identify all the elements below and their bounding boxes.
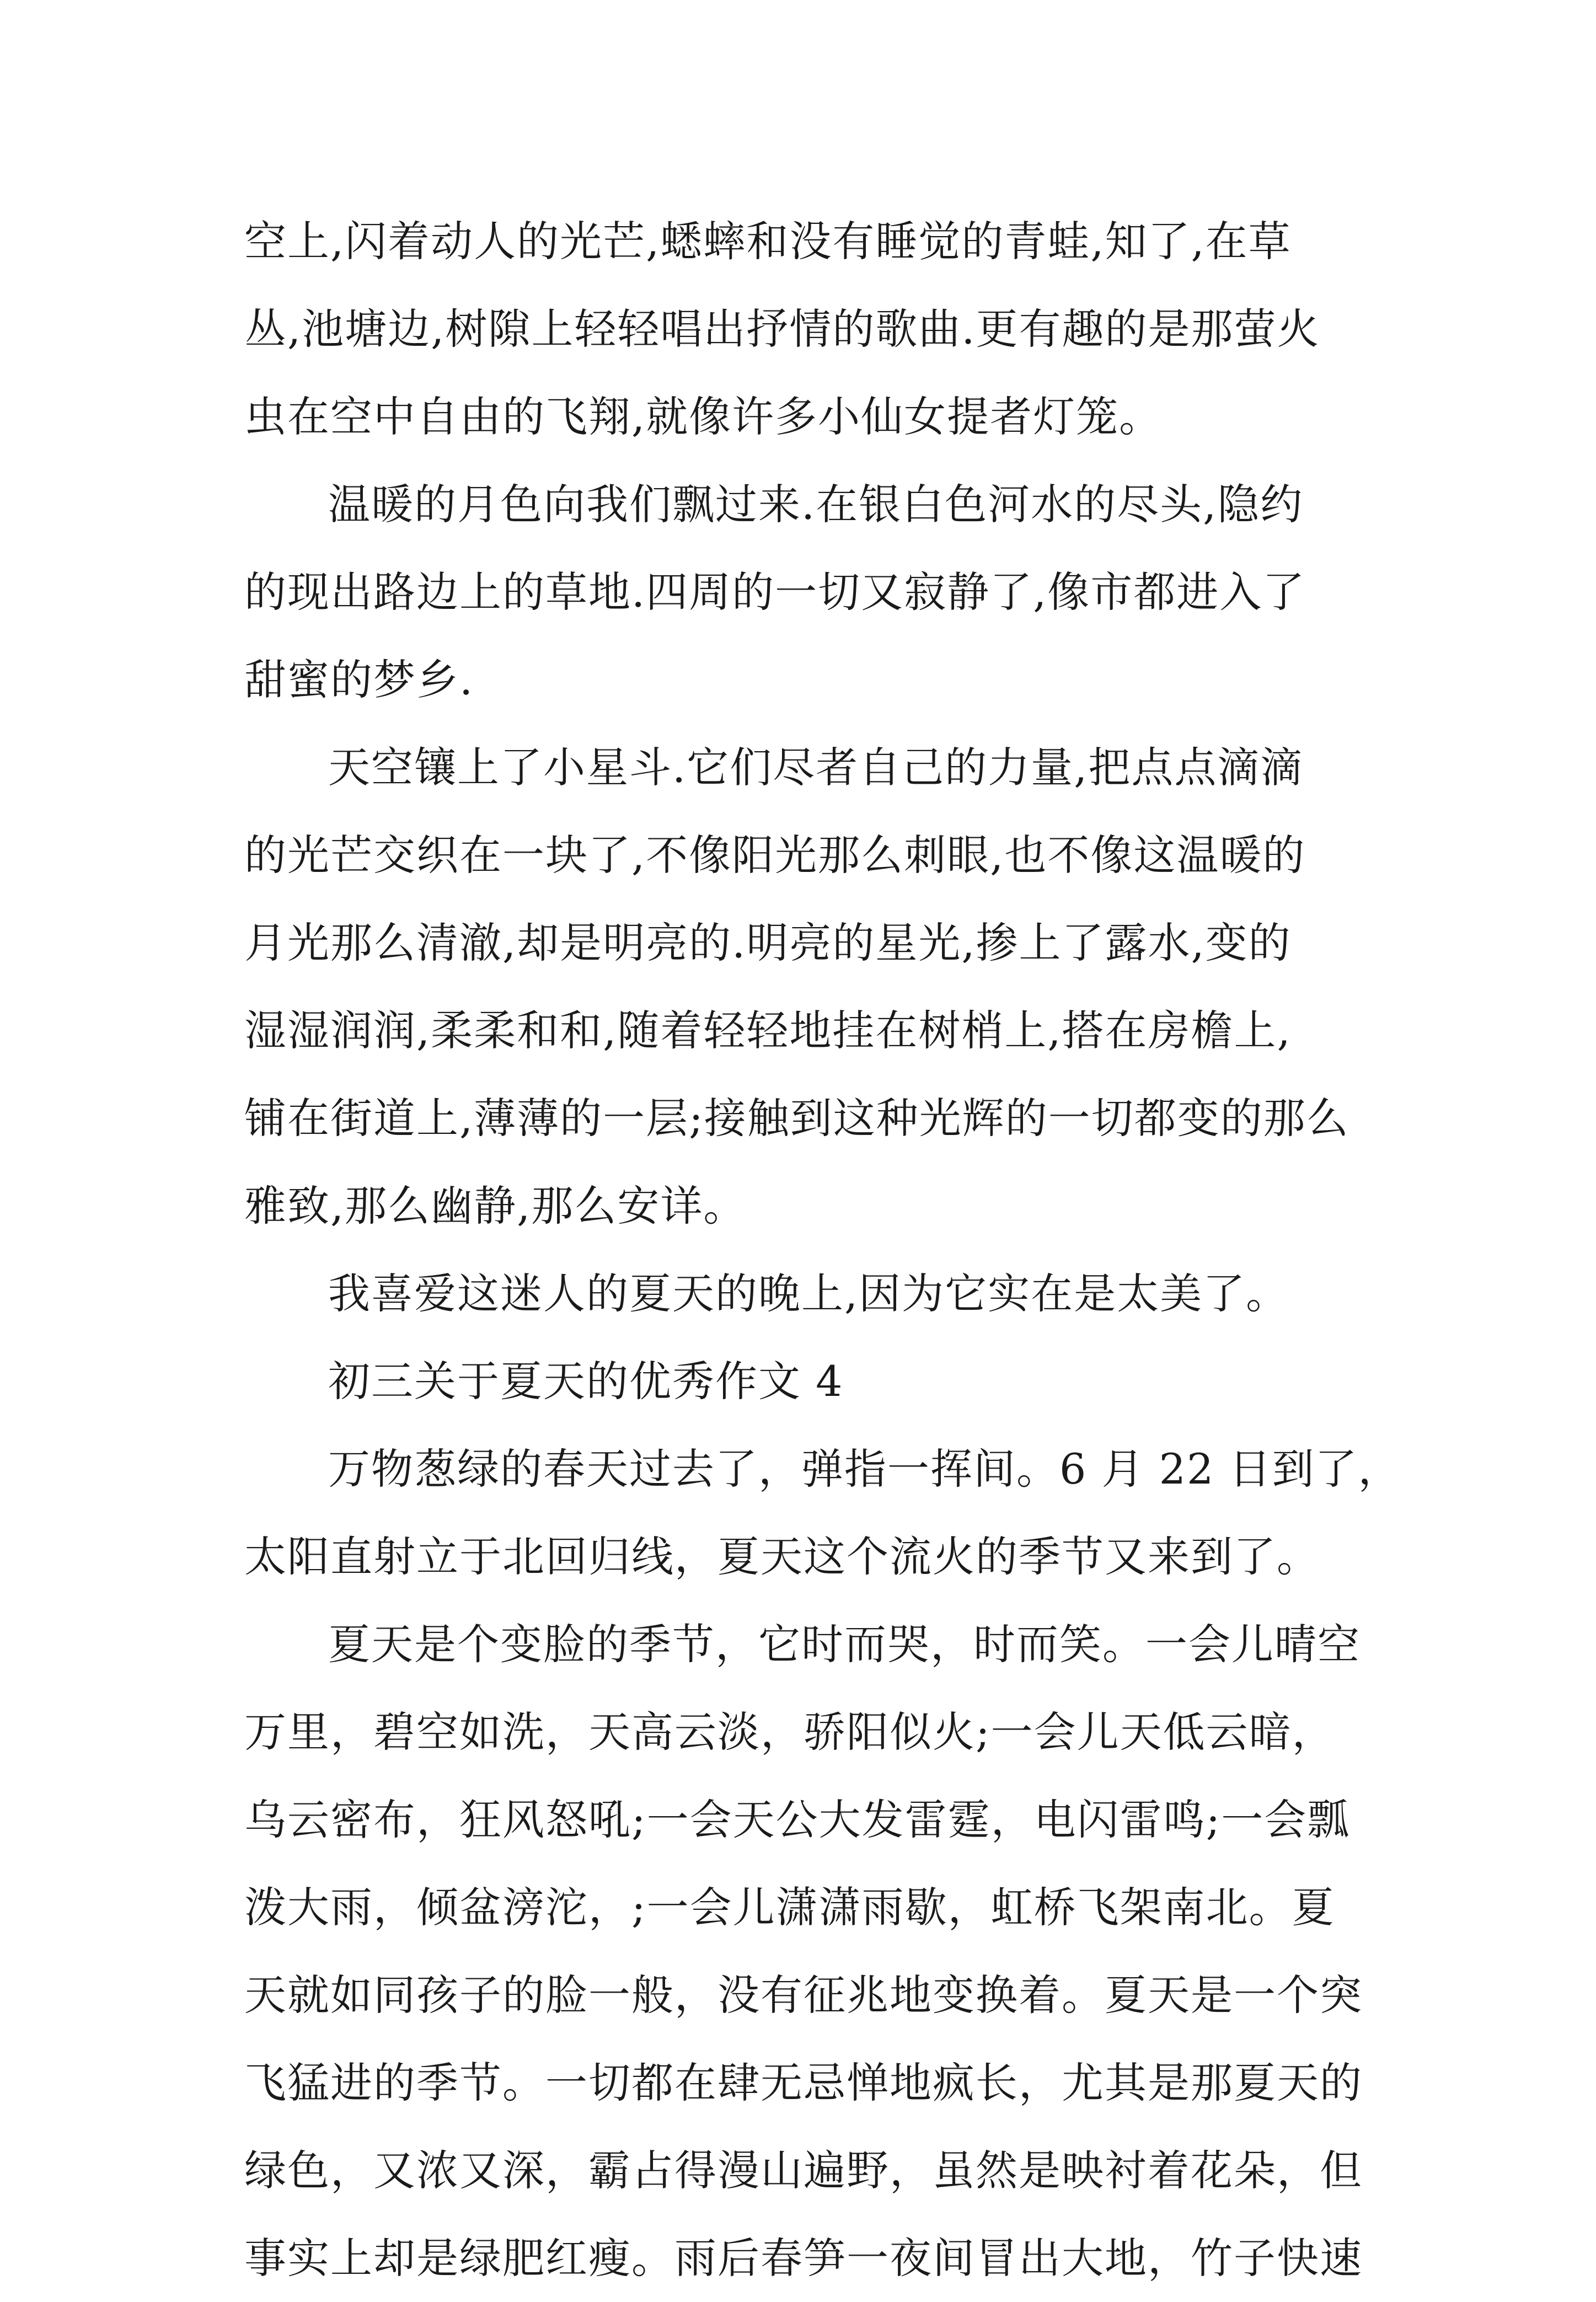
text-line: 太阳直射立于北回归线，夏天这个流火的季节又来到了。 [244,1532,1320,1581]
text-line: 雅致,那么幽静,那么安详。 [244,1181,747,1230]
text-line: 甜蜜的梦乡. [244,655,474,704]
text-line: 月光那么清澈,却是明亮的.明亮的星光,掺上了露水,变的 [244,918,1292,967]
paragraph-5 [244,1425,1401,1600]
document-body [244,197,1401,2302]
text-line: 铺在街道上,薄薄的一层;接触到这种光辉的一切都变的那么 [244,1094,1349,1143]
heading-text: 初三关于夏天的优秀作文 4 [328,1357,844,1406]
text-line: 的现出路边上的草地.四周的一切又寂静了,像市都进入了 [244,568,1306,617]
text-line: 我喜爱这迷人的夏天的晚上,因为它实在是太美了。 [328,1269,1289,1318]
text-line: 天空镶上了小星斗.它们尽者自己的力量,把点点滴滴 [328,743,1304,792]
paragraph-4 [244,1250,1369,1337]
text-line: 虫在空中自由的飞翔,就像许多小仙女提者灯笼。 [244,392,1163,441]
text-line: 夏天是个变脸的季节，它时而哭，时而笑。一会儿晴空 [328,1620,1361,1669]
paragraph-3 [244,724,1369,1250]
text-line: 万物葱绿的春天过去了，弹指一挥间。6 月 22 日到了， [328,1444,1401,1493]
text-line: 万里，碧空如洗，天高云淡，骄阳似火;一会儿天低云暗， [244,1707,1335,1757]
text-line: 的光芒交织在一块了,不像阳光那么刺眼,也不像这温暖的 [244,831,1306,880]
text-line: 空上,闪着动人的光芒,蟋蟀和没有睡觉的青蛙,知了,在草 [244,217,1292,266]
text-line: 事实上却是绿肥红瘦。雨后春笋一夜间冒出大地，竹子快速 [244,2234,1363,2283]
text-line: 泼大雨，倾盆滂沱，;一会儿潇潇雨歇，虹桥飞架南北。夏 [244,1883,1335,1932]
paragraph-2 [244,461,1369,724]
text-line: 乌云密布，狂风怒吼;一会天公大发雷霆，电闪雷鸣;一会瓢 [244,1795,1351,1844]
text-line: 天就如同孩子的脸一般，没有征兆地变换着。夏天是一个突 [244,1971,1363,2020]
section-heading [244,1337,1369,1425]
text-line: 湿湿润润,柔柔和和,随着轻轻地挂在树梢上,搭在房檐上, [244,1006,1292,1055]
text-line: 飞猛进的季节。一切都在肆无忌惮地疯长，尤其是那夏天的 [244,2058,1363,2107]
text-line: 丛,池塘边,树隙上轻轻唱出抒情的歌曲.更有趣的是那萤火 [244,304,1320,354]
paragraph-1 [244,197,1369,461]
text-line: 温暖的月色向我们飘过来.在银白色河水的尽头,隐约 [328,480,1304,529]
text-line: 绿色，又浓又深，霸占得漫山遍野，虽然是映衬着花朵，但 [244,2146,1363,2195]
paragraph-6 [244,1600,1369,2302]
